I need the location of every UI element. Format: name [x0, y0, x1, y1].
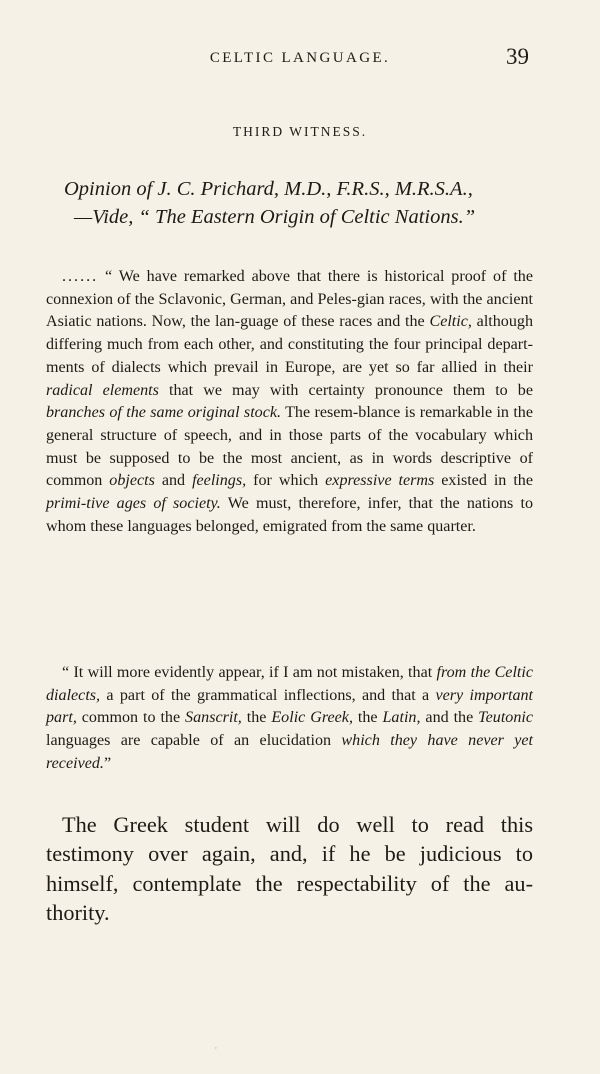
quote-text: languages are capable of an elucidation [46, 732, 342, 750]
quote-emphasis: from the Celtic dialects, [46, 664, 534, 704]
quote-emphasis: Celtic, [429, 313, 472, 331]
quote-emphasis: objects [109, 472, 155, 490]
quote-emphasis: primi-tive ages of society. [46, 495, 221, 513]
attribution-line-1: Opinion of J. C. Prichard, M.D., F.R.S., M.R.S.A., [64, 178, 473, 200]
quote-text: a part of the grammatical inflections, and that a [100, 686, 436, 704]
quote-emphasis: Latin, [382, 709, 421, 727]
attribution-line-2: —Vide, “ The Eastern Origin of Celtic Nations.” [74, 206, 476, 228]
printer-mark: ' [215, 1046, 217, 1057]
quote-text: “ We have remarked above that there is historical proof of the connexion of the Sclavonic, German, and Peles-gian races, with the ancient Asiatic nations. Now, the lan-guage of these races and the [46, 268, 533, 331]
quote-text: the [352, 709, 383, 727]
quote-text: ” [103, 754, 112, 772]
quote-paragraph-2 [46, 662, 533, 776]
quote-emphasis: Eolic Greek, [271, 709, 353, 727]
quote-text: although differing much from each other, and constituting the four principal depart-ments of dialects which prevail in Europe, are yet so far allied in their [46, 313, 533, 376]
quote-emphasis: branches of the same original stock. [46, 404, 282, 422]
quote-text: the [241, 709, 272, 727]
quote-emphasis: feelings, [192, 472, 247, 490]
quote-emphasis: very important part, [46, 686, 534, 727]
quote-emphasis: radical elements [46, 381, 159, 399]
quote-text: We must, therefore, infer, that the nations to whom these languages belonged, emigrated from the same quarter. [46, 495, 534, 535]
quote-emphasis: Sanscrit, [185, 709, 242, 727]
quote-text: The resem-blance is remarkable in the general structure of speech, and in those parts of the vocabulary which must be supposed to be the most ancient, as in words descriptive of common [46, 404, 533, 490]
section-heading: THIRD WITNESS. [232, 124, 368, 139]
closing-paragraph [46, 810, 533, 928]
running-head: CELTIC LANGUAGE. [209, 50, 391, 66]
quote-text: that we may with certainty pronounce them to be [158, 381, 533, 399]
quote-emphasis: expressive terms [325, 472, 435, 490]
quote-text: and the [420, 709, 479, 727]
quote-text: for which [246, 472, 326, 490]
ellipsis-dots: ...... [62, 268, 99, 285]
page-header [0, 44, 600, 74]
quote-emphasis: which they have never yet received. [46, 732, 534, 772]
quote-text: and [154, 472, 193, 490]
quote-paragraph-1 [46, 266, 533, 538]
page-number: 39 [506, 44, 529, 69]
quote-emphasis: Teutonic [478, 709, 534, 727]
quote-text: common to the [76, 709, 186, 727]
closing-text: The Greek student will do well to read this testimony over again, and, if he be judicious to himself, contemplate the respectability of the au-thority. [46, 812, 533, 926]
quote-text: “ It will more evidently appear, if I am not mistaken, that [62, 664, 437, 681]
quote-text: existed in the [434, 472, 533, 490]
